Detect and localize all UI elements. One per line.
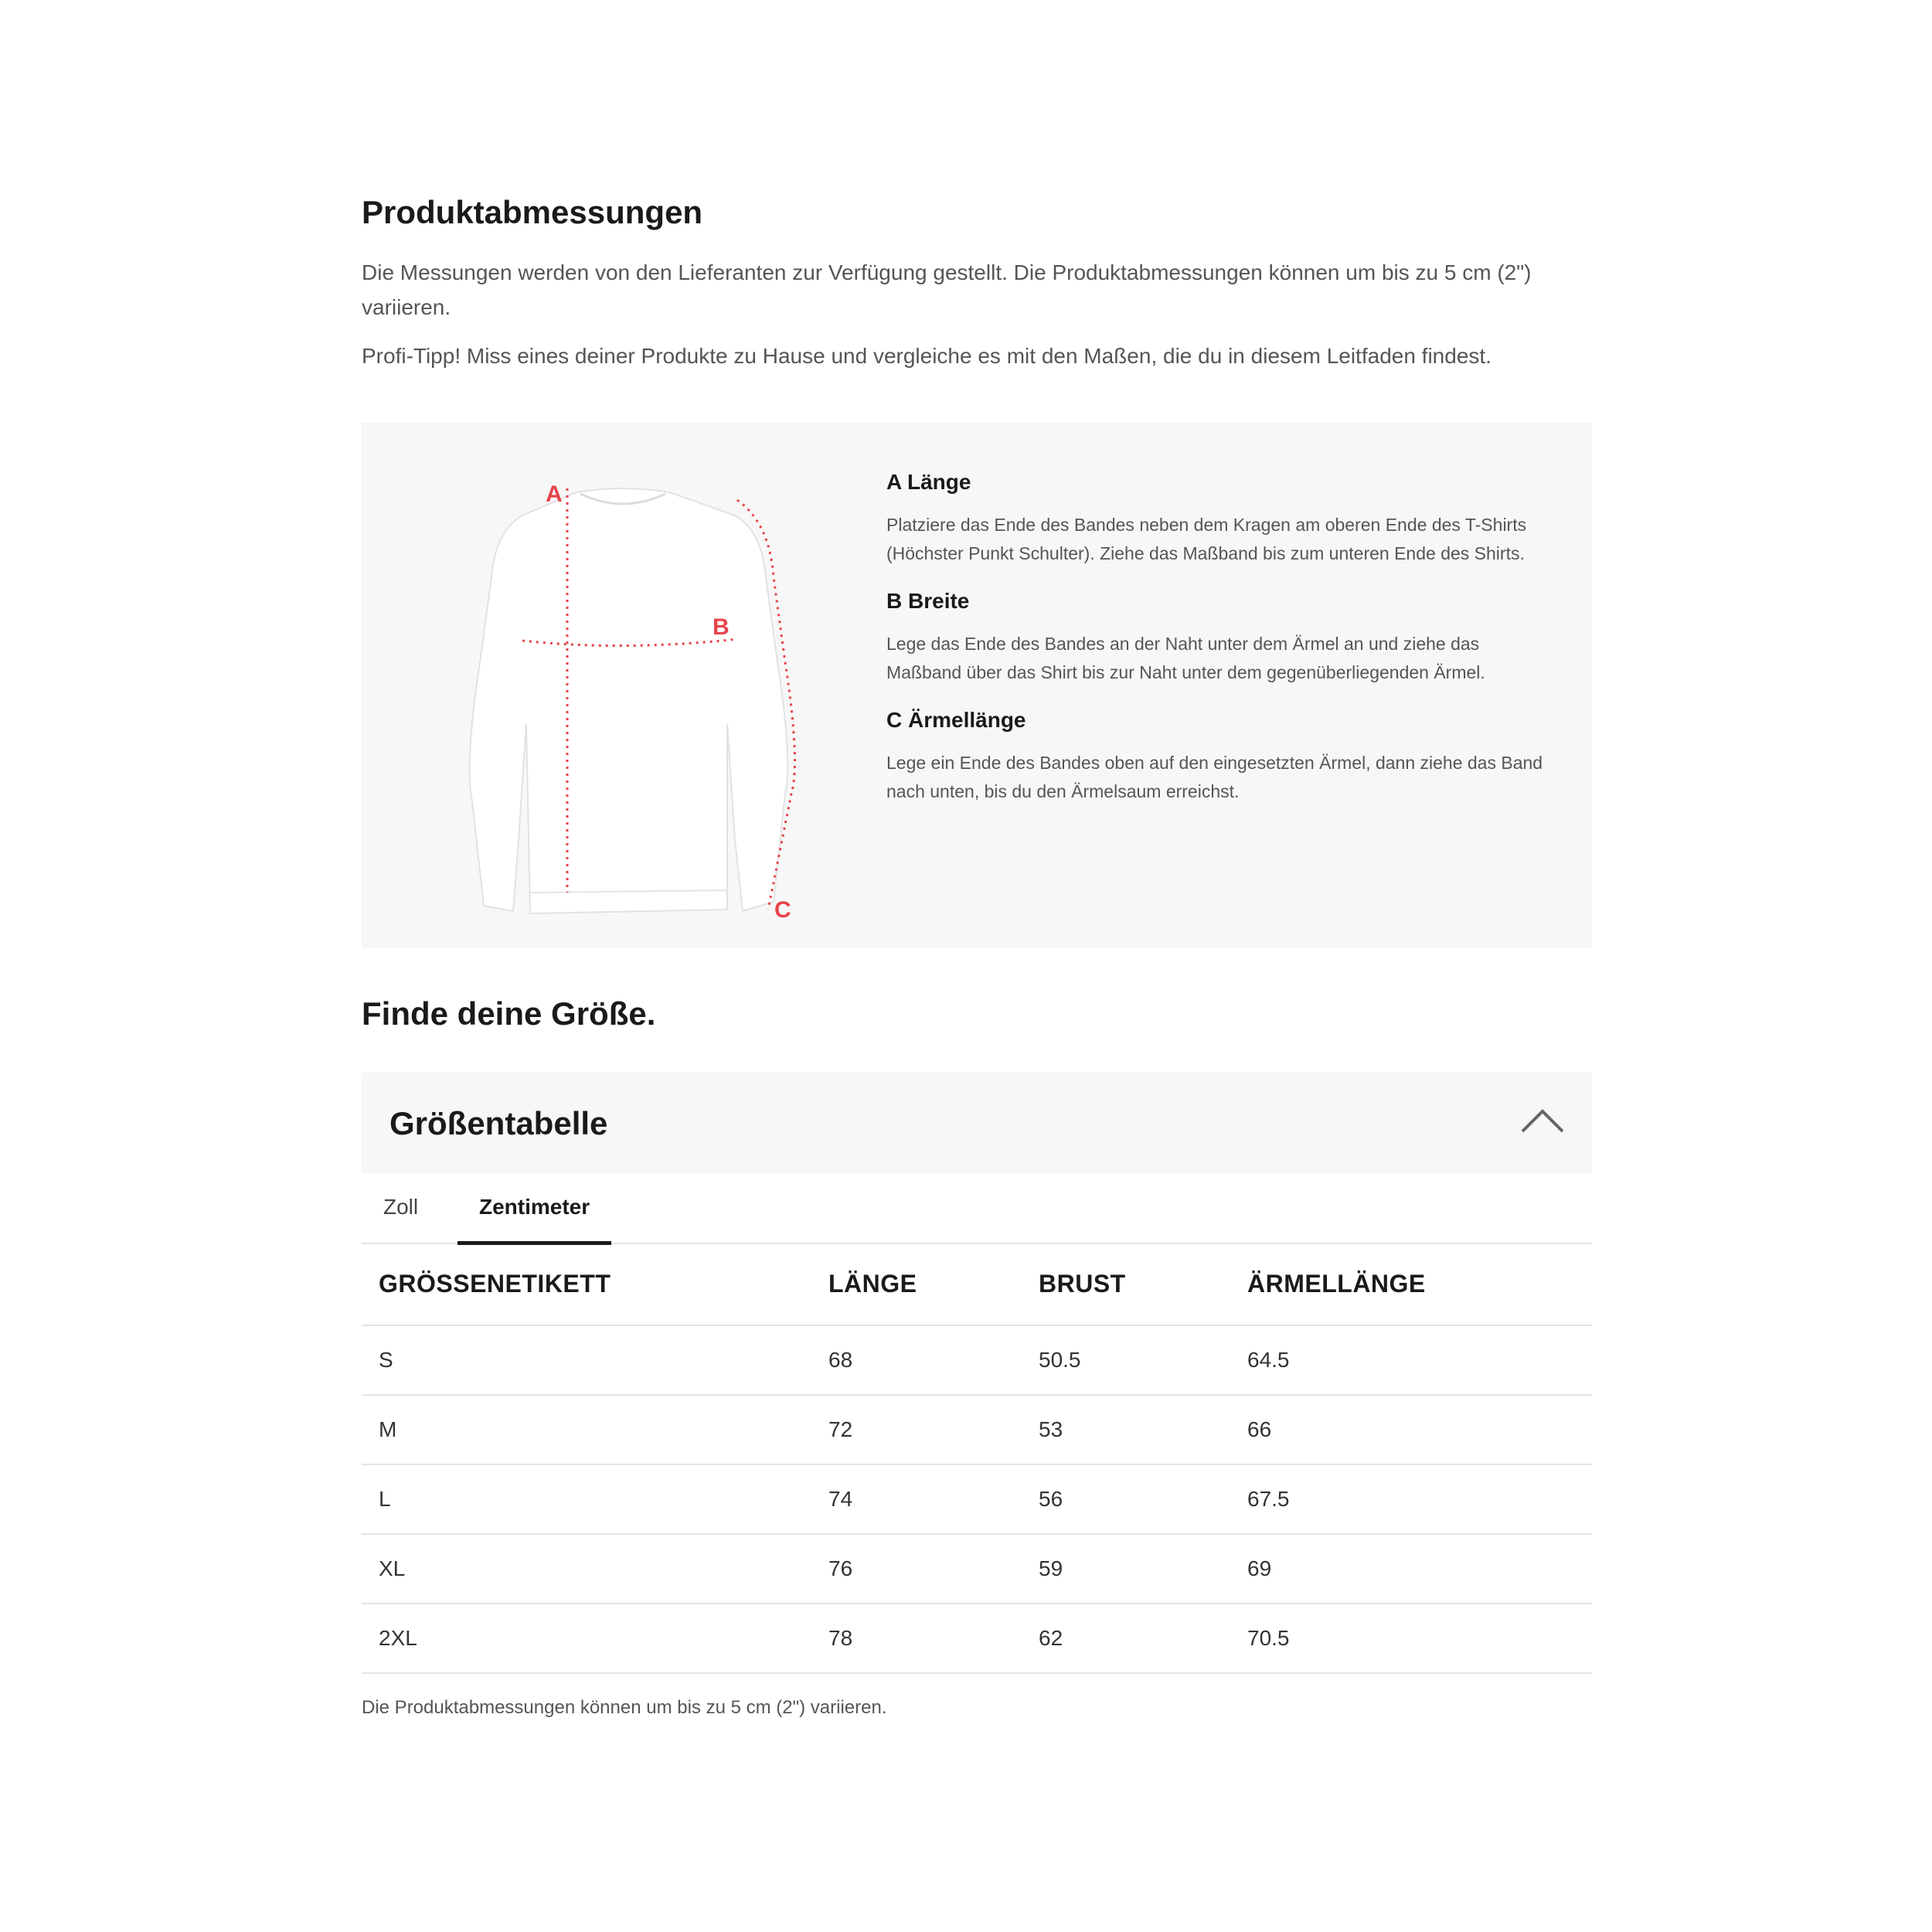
tab-zoll[interactable]: Zoll — [383, 1194, 419, 1219]
find-size-title: Finde deine Größe. — [362, 995, 656, 1032]
label-a: A — [546, 481, 563, 508]
instruction-title: B Breite — [886, 589, 970, 614]
column-header-sleeve-length: ÄRMELLÄNGE — [1230, 1244, 1592, 1325]
table-row — [362, 1534, 1592, 1604]
measurement-guide-panel — [362, 423, 1592, 948]
table-cell: 2XL — [362, 1604, 811, 1673]
instruction-width — [886, 587, 1559, 687]
sweatshirt-diagram — [430, 469, 832, 923]
table-cell: XL — [362, 1534, 811, 1604]
section-title-dimensions: Produktabmessungen — [362, 194, 703, 230]
table-row — [362, 1395, 1592, 1464]
unit-tabs — [362, 1173, 1592, 1244]
table-cell: 56 — [1022, 1464, 1230, 1534]
table-row — [362, 1325, 1592, 1395]
table-cell: S — [362, 1325, 811, 1395]
table-cell: 74 — [811, 1464, 1022, 1534]
table-cell: 67.5 — [1230, 1464, 1592, 1534]
instruction-sleeve-length — [886, 706, 1559, 806]
instruction-length — [886, 468, 1559, 568]
chevron-up-icon[interactable] — [1519, 1105, 1566, 1136]
table-cell: 70.5 — [1230, 1604, 1592, 1673]
table-cell: 76 — [811, 1534, 1022, 1604]
table-cell: M — [362, 1395, 811, 1464]
table-header-row — [362, 1244, 1592, 1325]
column-header-size-label: GRÖSSENETIKETT — [362, 1244, 811, 1325]
tab-zentimeter[interactable]: Zentimeter — [457, 1173, 611, 1245]
table-cell: 50.5 — [1022, 1325, 1230, 1395]
table-cell: 62 — [1022, 1604, 1230, 1673]
table-cell: L — [362, 1464, 811, 1534]
table-cell: 78 — [811, 1604, 1022, 1673]
table-row — [362, 1464, 1592, 1534]
instruction-title: A Länge — [886, 470, 971, 495]
instruction-text: Platziere das Ende des Bandes neben dem Kragen am oberen Ende des T-Shirts (Höchster Punkt Schulter). Ziehe das Maßband bis zum unteren Ende des Shirts. — [886, 515, 1527, 564]
instruction-text: Lege das Ende des Bandes an der Naht unter dem Ärmel an und ziehe das Maßband über das Shirt bis zur Naht unter dem gegenüberliegenden Ärmel. — [886, 634, 1485, 683]
table-cell: 53 — [1022, 1395, 1230, 1464]
label-c: C — [774, 897, 791, 923]
table-cell: 69 — [1230, 1534, 1592, 1604]
table-cell: 66 — [1230, 1395, 1592, 1464]
instruction-text: Lege ein Ende des Bandes oben auf den eingesetzten Ärmel, dann ziehe das Band nach unten, bis du den Ärmelsaum erreichst. — [886, 753, 1543, 802]
instruction-title: C Ärmellänge — [886, 708, 1026, 733]
table-cell: 72 — [811, 1395, 1022, 1464]
column-header-chest: BRUST — [1022, 1244, 1230, 1325]
sweatshirt-shape — [470, 488, 788, 913]
size-chart-accordion-header[interactable] — [362, 1073, 1592, 1173]
table-row — [362, 1604, 1592, 1673]
column-header-length: LÄNGE — [811, 1244, 1022, 1325]
measurement-instructions — [886, 468, 1559, 806]
content-container — [362, 193, 1592, 1719]
size-table — [362, 1244, 1592, 1674]
dimensions-description: Die Messungen werden von den Lieferanten zur Verfügung gestellt. Die Produktabmessungen können um bis zu 5 cm (2") variieren. — [362, 260, 1532, 320]
size-chart-footnote: Die Produktabmessungen können um bis zu 5 cm (2") variieren. — [362, 1696, 887, 1718]
size-chart-title: Größentabelle — [389, 1104, 608, 1141]
pro-tip-text: Profi-Tipp! Miss eines deiner Produkte zu Hause und vergleiche es mit den Maßen, die du in diesem Leitfaden findest. — [362, 344, 1492, 369]
table-cell: 64.5 — [1230, 1325, 1592, 1395]
table-cell: 59 — [1022, 1534, 1230, 1604]
table-cell: 68 — [811, 1325, 1022, 1395]
label-b: B — [713, 614, 730, 641]
